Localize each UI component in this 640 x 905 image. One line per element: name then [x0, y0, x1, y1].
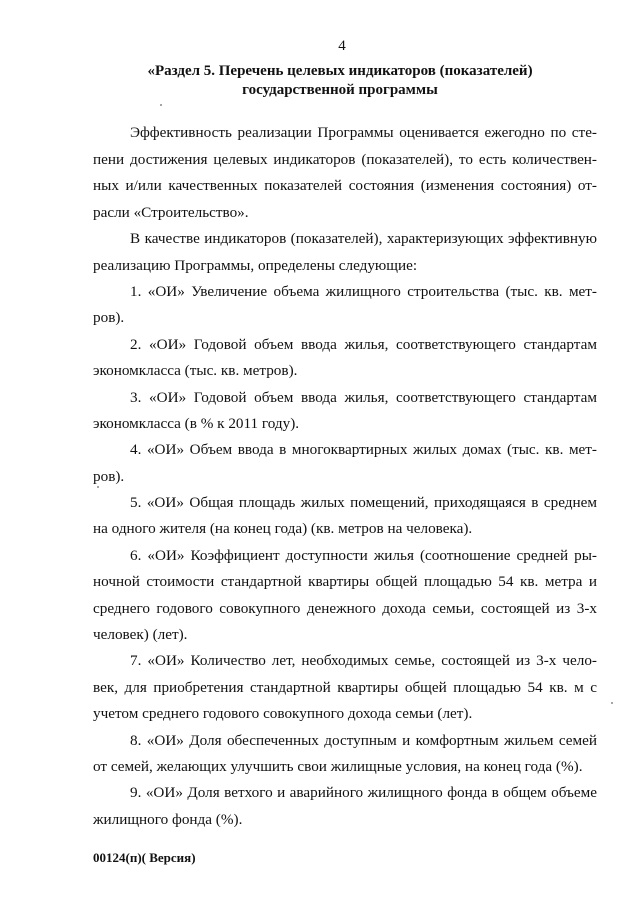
list-item-line: 6. «ОИ» Коэффициент доступности жилья (соотношение средней ры- [130, 547, 597, 564]
list-item-line: 9. «ОИ» Доля ветхого и аварийного жилищного фонда в общем объеме [130, 784, 597, 801]
list-item-line: экономкласса (тыс. кв. метров). [93, 362, 298, 379]
list-item-line: учетом среднего годового совокупного дохода семьи (лет). [93, 705, 473, 722]
document-footer-code: 00124(п)( Версия) [93, 850, 196, 865]
list-item-line: 8. «ОИ» Доля обеспеченных доступным и комфортным жильем семей [130, 732, 597, 749]
list-item-line: жилищного фонда (%). [93, 811, 243, 828]
list-item-line: 2. «ОИ» Годовой объем ввода жилья, соответствующего стандартам [130, 336, 597, 353]
list-item-line: 1. «ОИ» Увеличение объема жилищного строительства (тыс. кв. мет- [130, 283, 597, 300]
scan-speck [97, 486, 99, 488]
body-line: пени достижения целевых индикаторов (показателей), то есть количествен- [93, 151, 597, 168]
section-title-line-2: государственной программы [242, 82, 438, 98]
section-title-line-1: «Раздел 5. Перечень целевых индикаторов (показателей) [147, 63, 533, 79]
scan-speck [611, 702, 613, 704]
body-line: Эффективность реализации Программы оценивается ежегодно по сте- [130, 124, 597, 141]
list-item-line: на одного жителя (на конец года) (кв. метров на человека). [93, 520, 473, 537]
list-item-line: среднего годового совокупного денежного дохода семьи, состоящей из 3-х [93, 600, 597, 617]
scan-speck [160, 104, 162, 106]
list-item-line: ров). [93, 309, 125, 326]
list-item-line: 4. «ОИ» Объем ввода в многоквартирных жилых домах (тыс. кв. мет- [130, 441, 597, 458]
section-title [90, 62, 590, 100]
list-item-line: от семей, желающих улучшить свои жилищные условия, на конец года (%). [93, 758, 583, 775]
list-item-line: ночной стоимости стандартной квартиры общей площадью 54 кв. метра и [93, 573, 597, 590]
list-item-line: экономкласса (в % к 2011 году). [93, 415, 300, 432]
body-line: реализацию Программы, определены следующие: [93, 257, 418, 274]
list-item-line: человек) (лет). [93, 626, 188, 643]
list-item-line: 3. «ОИ» Годовой объем ввода жилья, соответствующего стандартам [130, 389, 597, 406]
body-line: расли «Строительство». [93, 204, 249, 221]
list-item-line: ров). [93, 468, 125, 485]
list-item-line: 5. «ОИ» Общая площадь жилых помещений, приходящаяся в среднем [130, 494, 597, 511]
list-item-line: 7. «ОИ» Количество лет, необходимых семье, состоящей из 3-х чело- [130, 652, 597, 669]
body-line: В качестве индикаторов (показателей), характеризующих эффективную [130, 230, 597, 247]
list-item-line: век, для приобретения стандартной квартиры общей площадью 54 кв. м с [93, 679, 597, 696]
page-number: 4 [338, 38, 346, 54]
body-line: ных и/или качественных показателей состояния (изменения состояния) от- [93, 177, 597, 194]
